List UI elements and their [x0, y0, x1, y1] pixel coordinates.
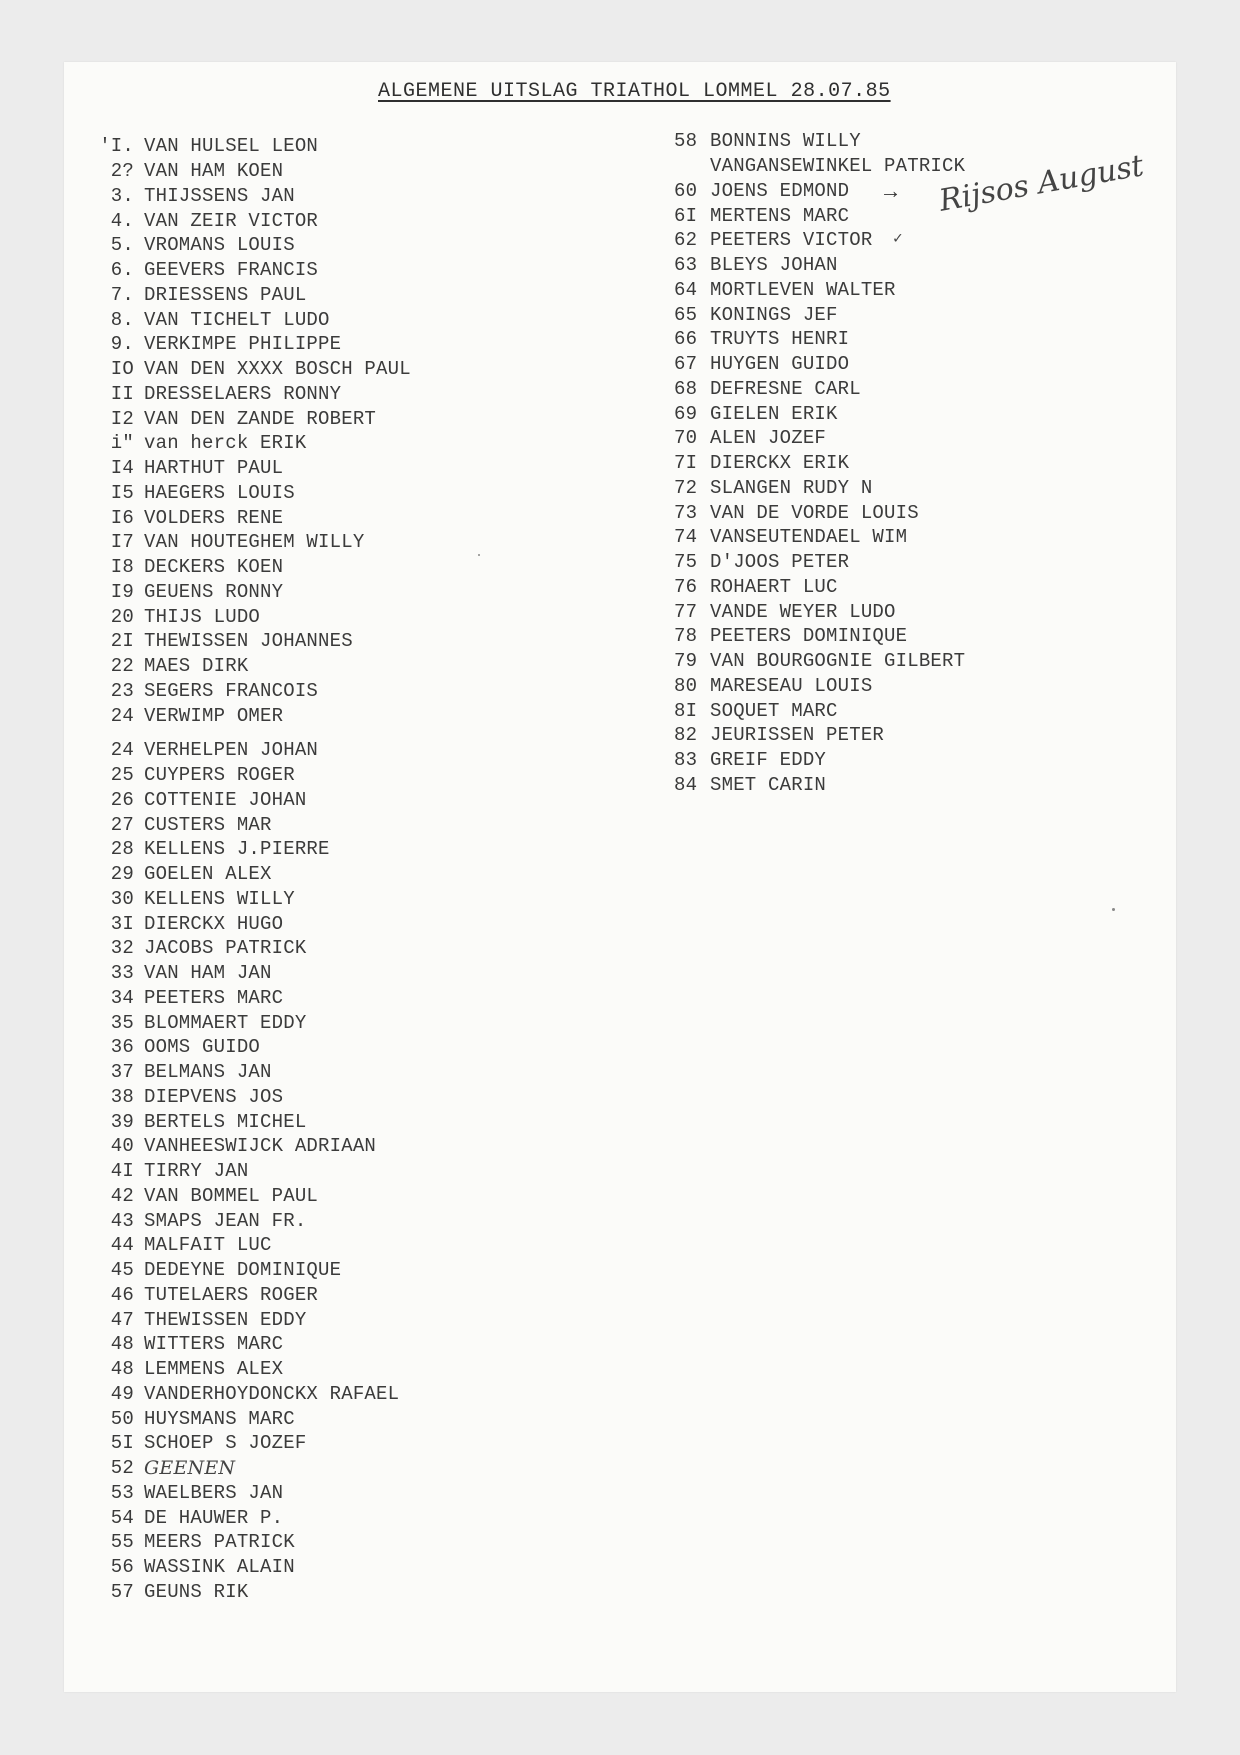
rank-number: I2	[110, 407, 134, 430]
rank-number: 39	[110, 1110, 134, 1133]
results-list-right	[674, 129, 1154, 797]
rank-number: 27	[110, 813, 134, 836]
rank-number: I8	[110, 556, 134, 579]
result-row	[98, 1505, 618, 1530]
participant-name: BLOMMAERT EDDY	[144, 1011, 307, 1034]
participant-name: MARESEAU LOUIS	[710, 674, 873, 697]
result-row	[98, 1208, 618, 1233]
result-row	[674, 500, 1154, 525]
participant-name: DEFRESNE CARL	[710, 377, 861, 400]
rank-number: 77	[674, 600, 698, 623]
rank-number: 48	[110, 1333, 134, 1356]
participant-name: SMET CARIN	[710, 773, 827, 796]
result-row	[98, 1382, 618, 1407]
rank-number: 48	[110, 1358, 134, 1381]
participant-name: GEUENS RONNY	[144, 580, 284, 603]
participant-name: CUYPERS ROGER	[144, 764, 295, 787]
result-row	[98, 233, 618, 258]
participant-name: VERWIMP OMER	[144, 704, 284, 727]
result-row	[674, 550, 1154, 575]
participant-name: VAN ZEIR VICTOR	[144, 209, 319, 232]
result-row	[98, 307, 618, 332]
participant-name: VANSEUTENDAEL WIM	[710, 526, 908, 549]
rank-number: I9	[110, 580, 134, 603]
result-row	[674, 426, 1154, 451]
result-row	[98, 629, 618, 654]
result-row	[98, 1134, 618, 1159]
participant-name: TIRRY JAN	[144, 1160, 249, 1183]
participant-name: BELMANS JAN	[144, 1061, 272, 1084]
rank-number: 82	[674, 724, 698, 747]
result-row	[98, 1555, 618, 1580]
rank-number: 58	[674, 130, 698, 153]
rank-number: 49	[110, 1382, 134, 1405]
rank-number: 46	[110, 1283, 134, 1306]
rank-number: II	[110, 382, 134, 405]
participant-name: DEDEYNE DOMINIQUE	[144, 1259, 342, 1282]
result-row	[98, 812, 618, 837]
result-row	[674, 327, 1154, 352]
result-row	[98, 283, 618, 308]
rank-number: 28	[110, 838, 134, 861]
participant-name: VAN TICHELT LUDO	[144, 308, 330, 331]
rank-number: 2?	[110, 160, 134, 183]
rank-number: 45	[110, 1259, 134, 1282]
participant-name: VANDERHOYDONCKX RAFAEL	[144, 1382, 400, 1405]
rank-number: 80	[674, 674, 698, 697]
rank-number: 78	[674, 625, 698, 648]
result-row	[98, 862, 618, 887]
result-row	[98, 406, 618, 431]
participant-name: DE HAUWER P.	[144, 1506, 284, 1529]
participant-name: MERTENS MARC	[710, 204, 850, 227]
result-row	[98, 1159, 618, 1184]
participant-name: TUTELAERS ROGER	[144, 1283, 319, 1306]
rank-number: 'I.	[99, 135, 134, 158]
participant-name: MALFAIT LUC	[144, 1234, 272, 1257]
result-row	[98, 763, 618, 788]
rank-number: 69	[674, 402, 698, 425]
rank-number: I5	[110, 481, 134, 504]
participant-name: GEUNS RIK	[144, 1580, 249, 1603]
result-row	[674, 377, 1154, 402]
result-row	[98, 1010, 618, 1035]
rank-number: 55	[110, 1531, 134, 1554]
participant-name: JOENS EDMOND	[710, 179, 850, 202]
result-row	[674, 352, 1154, 377]
participant-name: PEETERS VICTOR	[710, 229, 873, 252]
participant-name: van herck ERIK	[144, 432, 307, 455]
rank-number: 53	[110, 1481, 134, 1504]
participant-name: DIERCKX ERIK	[710, 452, 850, 475]
participant-name: PEETERS DOMINIQUE	[710, 625, 908, 648]
participant-name: VAN BOMMEL PAUL	[144, 1184, 319, 1207]
result-row	[98, 654, 618, 679]
participant-name: VAN DEN ZANDE ROBERT	[144, 407, 377, 430]
result-row	[674, 253, 1154, 278]
result-row	[98, 1456, 618, 1481]
participant-name: MORTLEVEN WALTER	[710, 278, 896, 301]
rank-number: 8.	[110, 308, 134, 331]
rank-number: i"	[110, 432, 134, 455]
rank-number: 60	[674, 179, 698, 202]
rank-number: 26	[110, 788, 134, 811]
result-row	[98, 703, 618, 728]
result-row	[98, 580, 618, 605]
participant-name: VAN DEN XXXX BOSCH PAUL	[144, 358, 411, 381]
rank-number: 7.	[110, 283, 134, 306]
rank-number: 8I	[674, 699, 698, 722]
result-row	[674, 624, 1154, 649]
rank-number: 54	[110, 1506, 134, 1529]
rank-number: 37	[110, 1061, 134, 1084]
result-row	[674, 451, 1154, 476]
result-row	[98, 1283, 618, 1308]
result-row	[674, 401, 1154, 426]
participant-name: TRUYTS HENRI	[710, 328, 850, 351]
rank-number: 56	[110, 1556, 134, 1579]
rank-number: 75	[674, 551, 698, 574]
participant-name: VANDE WEYER LUDO	[710, 600, 896, 623]
participant-name: PEETERS MARC	[144, 986, 284, 1009]
result-row	[674, 748, 1154, 773]
result-row	[98, 505, 618, 530]
participant-name: SOQUET MARC	[710, 699, 838, 722]
result-row	[98, 1357, 618, 1382]
result-row	[98, 1530, 618, 1555]
rank-number: 4.	[110, 209, 134, 232]
result-row	[98, 208, 618, 233]
rank-number: 23	[110, 679, 134, 702]
document-title: ALGEMENE UITSLAG TRIATHOL LOMMEL 28.07.85	[378, 80, 891, 103]
participant-name: HARTHUT PAUL	[144, 457, 284, 480]
tick-mark-icon: ✓	[893, 230, 903, 248]
participant-name: MAES DIRK	[144, 655, 249, 678]
rank-number: 62	[674, 229, 698, 252]
participant-name: KELLENS J.PIERRE	[144, 838, 330, 861]
participant-name: JEURISSEN PETER	[710, 724, 885, 747]
result-row	[98, 555, 618, 580]
participant-name: GREIF EDDY	[710, 749, 827, 772]
result-row	[674, 599, 1154, 624]
rank-number: 22	[110, 655, 134, 678]
participant-name: VAN HAM KOEN	[144, 160, 284, 183]
rank-number: 9.	[110, 333, 134, 356]
rank-number: 65	[674, 303, 698, 326]
result-row	[98, 1307, 618, 1332]
arrow-icon: →	[884, 180, 898, 205]
participant-name: BONNINS WILLY	[710, 130, 861, 153]
rank-number: 34	[110, 986, 134, 1009]
participant-name: SEGERS FRANCOIS	[144, 679, 319, 702]
participant-name: GOELEN ALEX	[144, 863, 272, 886]
result-row	[98, 1109, 618, 1134]
result-row	[98, 159, 618, 184]
result-row	[98, 258, 618, 283]
result-row	[98, 481, 618, 506]
result-row	[98, 1406, 618, 1431]
result-row	[674, 649, 1154, 674]
result-row	[674, 476, 1154, 501]
rank-number: 72	[674, 476, 698, 499]
participant-name: HUYSMANS MARC	[144, 1407, 295, 1430]
rank-number: I6	[110, 506, 134, 529]
participant-name: BLEYS JOHAN	[710, 254, 838, 277]
participant-name: VANHEESWIJCK ADRIAAN	[144, 1135, 377, 1158]
handwritten-participant-name: GEENEN	[144, 1457, 236, 1480]
rank-number: 5I	[110, 1432, 134, 1455]
result-row	[674, 674, 1154, 699]
result-row	[98, 1258, 618, 1283]
participant-name: DIERCKX HUGO	[144, 912, 284, 935]
participant-name: SCHOEP S JOZEF	[144, 1432, 307, 1455]
participant-name: CUSTERS MAR	[144, 813, 272, 836]
participant-name: BERTELS MICHEL	[144, 1110, 307, 1133]
result-row	[674, 278, 1154, 303]
participant-name: SMAPS JEAN FR.	[144, 1209, 307, 1232]
rank-number: 38	[110, 1085, 134, 1108]
rank-number: 35	[110, 1011, 134, 1034]
participant-name: VANGANSEWINKEL PATRICK	[710, 155, 966, 178]
participant-name: DRIESSENS PAUL	[144, 283, 307, 306]
result-row	[98, 1035, 618, 1060]
participant-name: OOMS GUIDO	[144, 1036, 261, 1059]
rank-number: 84	[674, 773, 698, 796]
participant-name: VOLDERS RENE	[144, 506, 284, 529]
rank-number: 57	[110, 1580, 134, 1603]
participant-name: DIEPVENS JOS	[144, 1085, 284, 1108]
rank-number: 36	[110, 1036, 134, 1059]
result-row	[98, 1233, 618, 1258]
participant-name: COTTENIE JOHAN	[144, 788, 307, 811]
rank-number: 44	[110, 1234, 134, 1257]
rank-number: 3I	[110, 912, 134, 935]
result-row	[674, 129, 1154, 154]
participant-name: THEWISSEN EDDY	[144, 1308, 307, 1331]
rank-number: 2I	[110, 630, 134, 653]
row-gap	[98, 728, 618, 738]
participant-name: WASSINK ALAIN	[144, 1556, 295, 1579]
participant-name: JACOBS PATRICK	[144, 937, 307, 960]
participant-name: HUYGEN GUIDO	[710, 353, 850, 376]
rank-number: 50	[110, 1407, 134, 1430]
participant-name: VAN HOUTEGHEM WILLY	[144, 531, 365, 554]
result-row	[98, 911, 618, 936]
rank-number: 20	[110, 605, 134, 628]
result-row	[98, 1060, 618, 1085]
participant-name: KONINGS JEF	[710, 303, 838, 326]
rank-number: 63	[674, 254, 698, 277]
result-row	[98, 1431, 618, 1456]
rank-number: 43	[110, 1209, 134, 1232]
result-row	[98, 456, 618, 481]
result-row	[98, 1580, 618, 1605]
result-row	[98, 679, 618, 704]
participant-name: THIJSSENS JAN	[144, 184, 295, 207]
result-row	[674, 302, 1154, 327]
rank-number: 79	[674, 650, 698, 673]
participant-name: ROHAERT LUC	[710, 575, 838, 598]
rank-number: 33	[110, 962, 134, 985]
participant-name: MEERS PATRICK	[144, 1531, 295, 1554]
result-row	[674, 698, 1154, 723]
participant-name: VAN HULSEL LEON	[144, 135, 319, 158]
result-row	[674, 723, 1154, 748]
rank-number: 64	[674, 278, 698, 301]
participant-name: DECKERS KOEN	[144, 556, 284, 579]
result-row	[98, 382, 618, 407]
rank-number: 30	[110, 887, 134, 910]
rank-number: 74	[674, 526, 698, 549]
rank-number: 66	[674, 328, 698, 351]
participant-name: GEEVERS FRANCIS	[144, 259, 319, 282]
participant-name: D'JOOS PETER	[710, 551, 850, 574]
rank-number: 32	[110, 937, 134, 960]
results-list-left	[98, 134, 618, 1604]
participant-name: DRESSELAERS RONNY	[144, 382, 342, 405]
rank-number: 3.	[110, 184, 134, 207]
participant-name: THIJS LUDO	[144, 605, 261, 628]
rank-number: 4I	[110, 1160, 134, 1183]
result-row	[674, 228, 1154, 253]
result-row	[674, 203, 1154, 228]
participant-name: GIELEN ERIK	[710, 402, 838, 425]
result-row	[674, 525, 1154, 550]
rank-number: 70	[674, 427, 698, 450]
result-row	[98, 986, 618, 1011]
result-row	[674, 575, 1154, 600]
result-row	[98, 936, 618, 961]
rank-number: 47	[110, 1308, 134, 1331]
participant-name: KELLENS WILLY	[144, 887, 295, 910]
rank-number: 6.	[110, 259, 134, 282]
scan-speck	[478, 554, 480, 556]
rank-number: 24	[110, 739, 134, 762]
result-row	[98, 604, 618, 629]
rank-number: 5.	[110, 234, 134, 257]
rank-number: 6I	[674, 204, 698, 227]
participant-name: SLANGEN RUDY N	[710, 476, 873, 499]
result-row	[98, 1332, 618, 1357]
rank-number: 24	[110, 704, 134, 727]
rank-number: 40	[110, 1135, 134, 1158]
result-row	[98, 1184, 618, 1209]
rank-number: 7I	[674, 452, 698, 475]
participant-name: ALEN JOZEF	[710, 427, 827, 450]
participant-name: HAEGERS LOUIS	[144, 481, 295, 504]
participant-name: THEWISSEN JOHANNES	[144, 630, 353, 653]
result-row	[98, 1085, 618, 1110]
rank-number: 42	[110, 1184, 134, 1207]
participant-name: VAN BOURGOGNIE GILBERT	[710, 650, 966, 673]
rank-number: 52	[110, 1457, 134, 1480]
rank-number: IO	[110, 358, 134, 381]
result-row	[98, 1481, 618, 1506]
rank-number: 76	[674, 575, 698, 598]
participant-name: VAN HAM JAN	[144, 962, 272, 985]
result-row	[98, 431, 618, 456]
scan-speck	[1112, 908, 1115, 911]
participant-name: VERHELPEN JOHAN	[144, 739, 319, 762]
rank-number: 68	[674, 377, 698, 400]
result-row	[98, 837, 618, 862]
result-row	[98, 788, 618, 813]
participant-name: VAN DE VORDE LOUIS	[710, 501, 919, 524]
participant-name: WAELBERS JAN	[144, 1481, 284, 1504]
rank-number: 29	[110, 863, 134, 886]
handwritten-annotation: Rijsos August	[936, 148, 1147, 219]
result-row	[98, 357, 618, 382]
rank-number: I7	[110, 531, 134, 554]
result-row	[98, 961, 618, 986]
result-row	[98, 332, 618, 357]
rank-number: 83	[674, 749, 698, 772]
result-row	[98, 530, 618, 555]
rank-number: I4	[110, 457, 134, 480]
participant-name: VROMANS LOUIS	[144, 234, 295, 257]
participant-name: WITTERS MARC	[144, 1333, 284, 1356]
participant-name: LEMMENS ALEX	[144, 1358, 284, 1381]
result-row	[98, 738, 618, 763]
rank-number: 67	[674, 353, 698, 376]
result-row	[98, 184, 618, 209]
rank-number: 73	[674, 501, 698, 524]
result-row	[674, 773, 1154, 798]
rank-number: 25	[110, 764, 134, 787]
participant-name: VERKIMPE PHILIPPE	[144, 333, 342, 356]
result-row	[98, 134, 618, 159]
result-row	[98, 887, 618, 912]
